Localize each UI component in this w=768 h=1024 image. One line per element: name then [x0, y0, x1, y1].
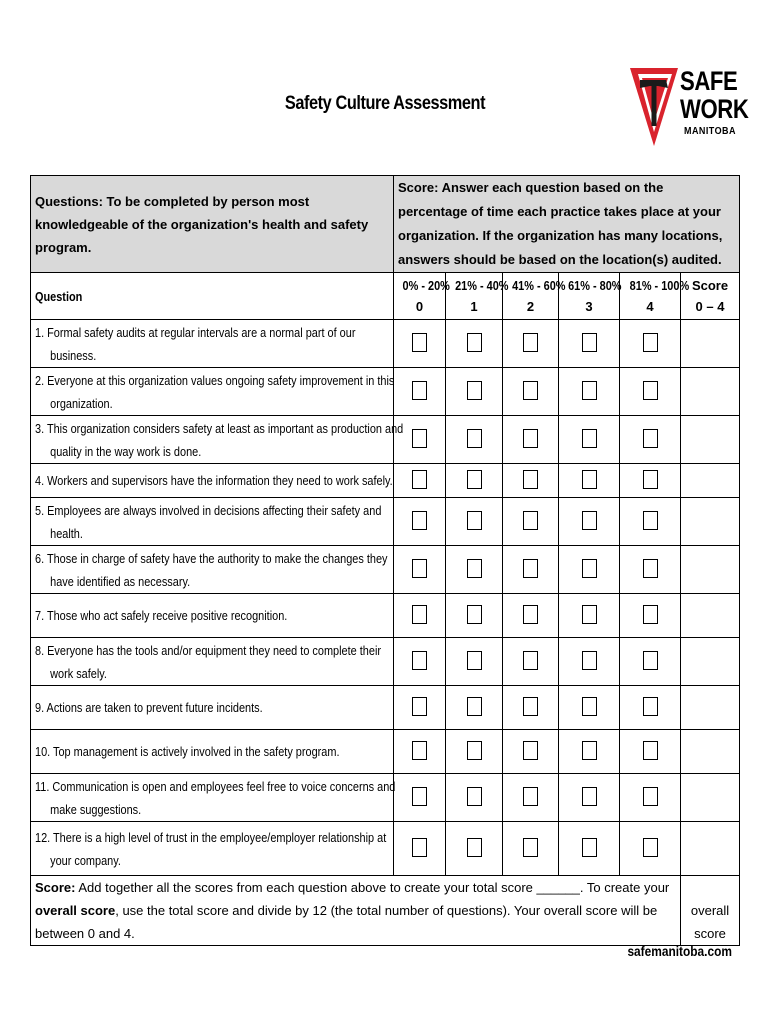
score-column-header: Score 0 – 4 [681, 273, 740, 320]
answer-checkbox[interactable] [582, 605, 597, 624]
score-cell[interactable] [681, 416, 740, 464]
question-row [31, 498, 740, 546]
answer-cell [620, 546, 681, 594]
question-text: 7. Those who act safely receive positive recognition. [31, 594, 394, 638]
column-header-2: 41% - 60% 2 [503, 273, 559, 320]
answer-cell [620, 730, 681, 774]
score-cell[interactable] [681, 546, 740, 594]
answer-cell [559, 416, 620, 464]
answer-cell [446, 822, 503, 876]
answer-cell [559, 498, 620, 546]
answer-checkbox[interactable] [412, 605, 427, 624]
answer-cell [620, 368, 681, 416]
answer-cell [559, 638, 620, 686]
answer-cell [446, 774, 503, 822]
answer-cell [559, 822, 620, 876]
page-title: Safety Culture Assessment [284, 93, 486, 114]
answer-cell [446, 594, 503, 638]
answer-cell [503, 368, 559, 416]
answer-cell [503, 638, 559, 686]
website-link[interactable]: safemanitoba.com [627, 943, 732, 959]
question-row [31, 686, 740, 730]
question-row [31, 320, 740, 368]
score-cell[interactable] [681, 368, 740, 416]
hammer-triangle-icon [628, 66, 680, 148]
answer-checkbox[interactable] [582, 651, 597, 670]
column-header-0: 0% - 20% 0 [394, 273, 446, 320]
answer-checkbox[interactable] [467, 470, 482, 489]
answer-checkbox[interactable] [467, 605, 482, 624]
question-text: 3. This organization considers safety at least as important as production and quality in the way work is done. [31, 416, 394, 464]
answer-cell [503, 498, 559, 546]
footer-row [31, 876, 740, 946]
score-cell[interactable] [681, 464, 740, 498]
answer-checkbox[interactable] [643, 697, 658, 716]
answer-cell [503, 686, 559, 730]
answer-cell [559, 320, 620, 368]
answer-checkbox[interactable] [582, 429, 597, 448]
answer-checkbox[interactable] [643, 741, 658, 760]
question-text: 9. Actions are taken to prevent future incidents. [31, 686, 394, 730]
answer-checkbox[interactable] [582, 787, 597, 806]
answer-checkbox[interactable] [582, 838, 597, 857]
answer-checkbox[interactable] [412, 787, 427, 806]
answer-cell [503, 774, 559, 822]
safe-work-manitoba-logo [628, 66, 749, 150]
question-row [31, 730, 740, 774]
overall-score-cell[interactable]: overall score [681, 876, 740, 946]
answer-checkbox[interactable] [523, 333, 538, 352]
answer-cell [394, 822, 446, 876]
answer-checkbox[interactable] [467, 787, 482, 806]
answer-cell [394, 498, 446, 546]
answer-checkbox[interactable] [582, 333, 597, 352]
answer-checkbox[interactable] [412, 838, 427, 857]
answer-checkbox[interactable] [467, 697, 482, 716]
column-header-row [31, 273, 740, 320]
answer-checkbox[interactable] [582, 470, 597, 489]
questions-instruction: Questions: To be completed by person most knowledgeable of the organization's health and safety program. [31, 176, 394, 273]
score-instruction: Score: Answer each question based on the percentage of time each practice takes place at your organization. If the organization has many locations, answers should be based on the location(s) audited. [394, 176, 740, 273]
answer-checkbox[interactable] [582, 381, 597, 400]
answer-checkbox[interactable] [467, 511, 482, 530]
question-row [31, 546, 740, 594]
score-cell[interactable] [681, 320, 740, 368]
answer-cell [503, 416, 559, 464]
answer-checkbox[interactable] [643, 429, 658, 448]
answer-checkbox[interactable] [467, 741, 482, 760]
question-text: 12. There is a high level of trust in the employee/employer relationship at your company. [31, 822, 394, 876]
question-row [31, 638, 740, 686]
answer-cell [503, 594, 559, 638]
answer-cell [394, 774, 446, 822]
answer-checkbox[interactable] [412, 697, 427, 716]
score-cell[interactable] [681, 822, 740, 876]
answer-checkbox[interactable] [467, 333, 482, 352]
answer-checkbox[interactable] [582, 697, 597, 716]
question-text: 5. Employees are always involved in decisions affecting their safety and health. [31, 498, 394, 546]
answer-cell [446, 638, 503, 686]
answer-cell [559, 546, 620, 594]
answer-checkbox[interactable] [643, 381, 658, 400]
answer-cell [620, 594, 681, 638]
answer-checkbox[interactable] [523, 559, 538, 578]
answer-cell [559, 730, 620, 774]
answer-cell [503, 546, 559, 594]
answer-checkbox[interactable] [412, 470, 427, 489]
question-text: 1. Formal safety audits at regular intervals are a normal part of our business. [31, 320, 394, 368]
answer-cell [620, 416, 681, 464]
answer-cell [394, 464, 446, 498]
answer-checkbox[interactable] [467, 429, 482, 448]
answer-checkbox[interactable] [412, 381, 427, 400]
answer-cell [446, 546, 503, 594]
answer-checkbox[interactable] [467, 381, 482, 400]
score-footer-text: Score: Add together all the scores from each question above to create your total score ______. To create your overall score, use the total score and divide by 12 (the total number of questions). Your overall score will be between 0 and 4. [31, 876, 681, 946]
logo-word-work: WORK [680, 94, 749, 124]
question-text: 4. Workers and supervisors have the information they need to work safely. [31, 464, 394, 498]
question-column-header: Question [31, 273, 394, 320]
answer-checkbox[interactable] [412, 429, 427, 448]
question-text: 11. Communication is open and employees feel free to voice concerns and make suggestions. [31, 774, 394, 822]
answer-cell [620, 498, 681, 546]
question-text: 6. Those in charge of safety have the authority to make the changes they have identified as necessary. [31, 546, 394, 594]
answer-cell [503, 822, 559, 876]
answer-checkbox[interactable] [643, 511, 658, 530]
column-header-4: 81% - 100% 4 [620, 273, 681, 320]
answer-checkbox[interactable] [412, 511, 427, 530]
answer-cell [394, 730, 446, 774]
answer-cell [620, 464, 681, 498]
answer-checkbox[interactable] [523, 697, 538, 716]
answer-checkbox[interactable] [523, 787, 538, 806]
score-cell[interactable] [681, 638, 740, 686]
answer-cell [394, 638, 446, 686]
answer-checkbox[interactable] [643, 605, 658, 624]
answer-checkbox[interactable] [582, 741, 597, 760]
answer-cell [559, 594, 620, 638]
logo-word-safe: SAFE [680, 66, 738, 96]
column-header-3: 61% - 80% 3 [559, 273, 620, 320]
assessment-table [30, 175, 740, 946]
answer-cell [620, 638, 681, 686]
answer-cell [559, 464, 620, 498]
answer-checkbox[interactable] [643, 651, 658, 670]
answer-cell [620, 320, 681, 368]
answer-checkbox[interactable] [582, 559, 597, 578]
question-row [31, 416, 740, 464]
answer-cell [446, 686, 503, 730]
answer-checkbox[interactable] [643, 333, 658, 352]
answer-checkbox[interactable] [523, 838, 538, 857]
answer-checkbox[interactable] [643, 470, 658, 489]
answer-cell [446, 320, 503, 368]
answer-checkbox[interactable] [523, 381, 538, 400]
answer-checkbox[interactable] [467, 651, 482, 670]
answer-cell [620, 822, 681, 876]
answer-cell [446, 368, 503, 416]
question-row [31, 774, 740, 822]
answer-checkbox[interactable] [523, 429, 538, 448]
answer-cell [446, 416, 503, 464]
answer-checkbox[interactable] [523, 511, 538, 530]
answer-checkbox[interactable] [523, 605, 538, 624]
score-cell[interactable] [681, 594, 740, 638]
answer-cell [446, 464, 503, 498]
answer-checkbox[interactable] [523, 470, 538, 489]
question-row [31, 368, 740, 416]
question-row [31, 822, 740, 876]
answer-checkbox[interactable] [412, 333, 427, 352]
answer-checkbox[interactable] [467, 838, 482, 857]
question-text: 10. Top management is actively involved in the safety program. [31, 730, 394, 774]
question-row [31, 464, 740, 498]
answer-cell [446, 498, 503, 546]
answer-cell [394, 320, 446, 368]
table-header-row [31, 176, 740, 273]
answer-cell [503, 464, 559, 498]
answer-checkbox[interactable] [523, 741, 538, 760]
answer-checkbox[interactable] [643, 787, 658, 806]
answer-cell [394, 686, 446, 730]
answer-checkbox[interactable] [467, 559, 482, 578]
score-cell[interactable] [681, 686, 740, 730]
answer-cell [559, 686, 620, 730]
questions-body [31, 320, 740, 876]
answer-cell [446, 730, 503, 774]
question-text: 8. Everyone has the tools and/or equipment they need to complete their work safely. [31, 638, 394, 686]
answer-cell [620, 774, 681, 822]
answer-checkbox[interactable] [412, 559, 427, 578]
answer-checkbox[interactable] [643, 838, 658, 857]
answer-checkbox[interactable] [412, 651, 427, 670]
question-row [31, 594, 740, 638]
answer-cell [620, 686, 681, 730]
answer-checkbox[interactable] [523, 651, 538, 670]
answer-cell [559, 774, 620, 822]
answer-checkbox[interactable] [643, 559, 658, 578]
question-text: 2. Everyone at this organization values ongoing safety improvement in this organization. [31, 368, 394, 416]
score-cell[interactable] [681, 774, 740, 822]
score-cell[interactable] [681, 498, 740, 546]
column-header-1: 21% - 40% 1 [446, 273, 503, 320]
answer-checkbox[interactable] [412, 741, 427, 760]
logo-word-manitoba: MANITOBA [684, 126, 736, 137]
answer-cell [503, 730, 559, 774]
answer-checkbox[interactable] [582, 511, 597, 530]
answer-cell [503, 320, 559, 368]
answer-cell [394, 594, 446, 638]
answer-cell [559, 368, 620, 416]
score-cell[interactable] [681, 730, 740, 774]
answer-cell [394, 546, 446, 594]
answer-cell [394, 368, 446, 416]
